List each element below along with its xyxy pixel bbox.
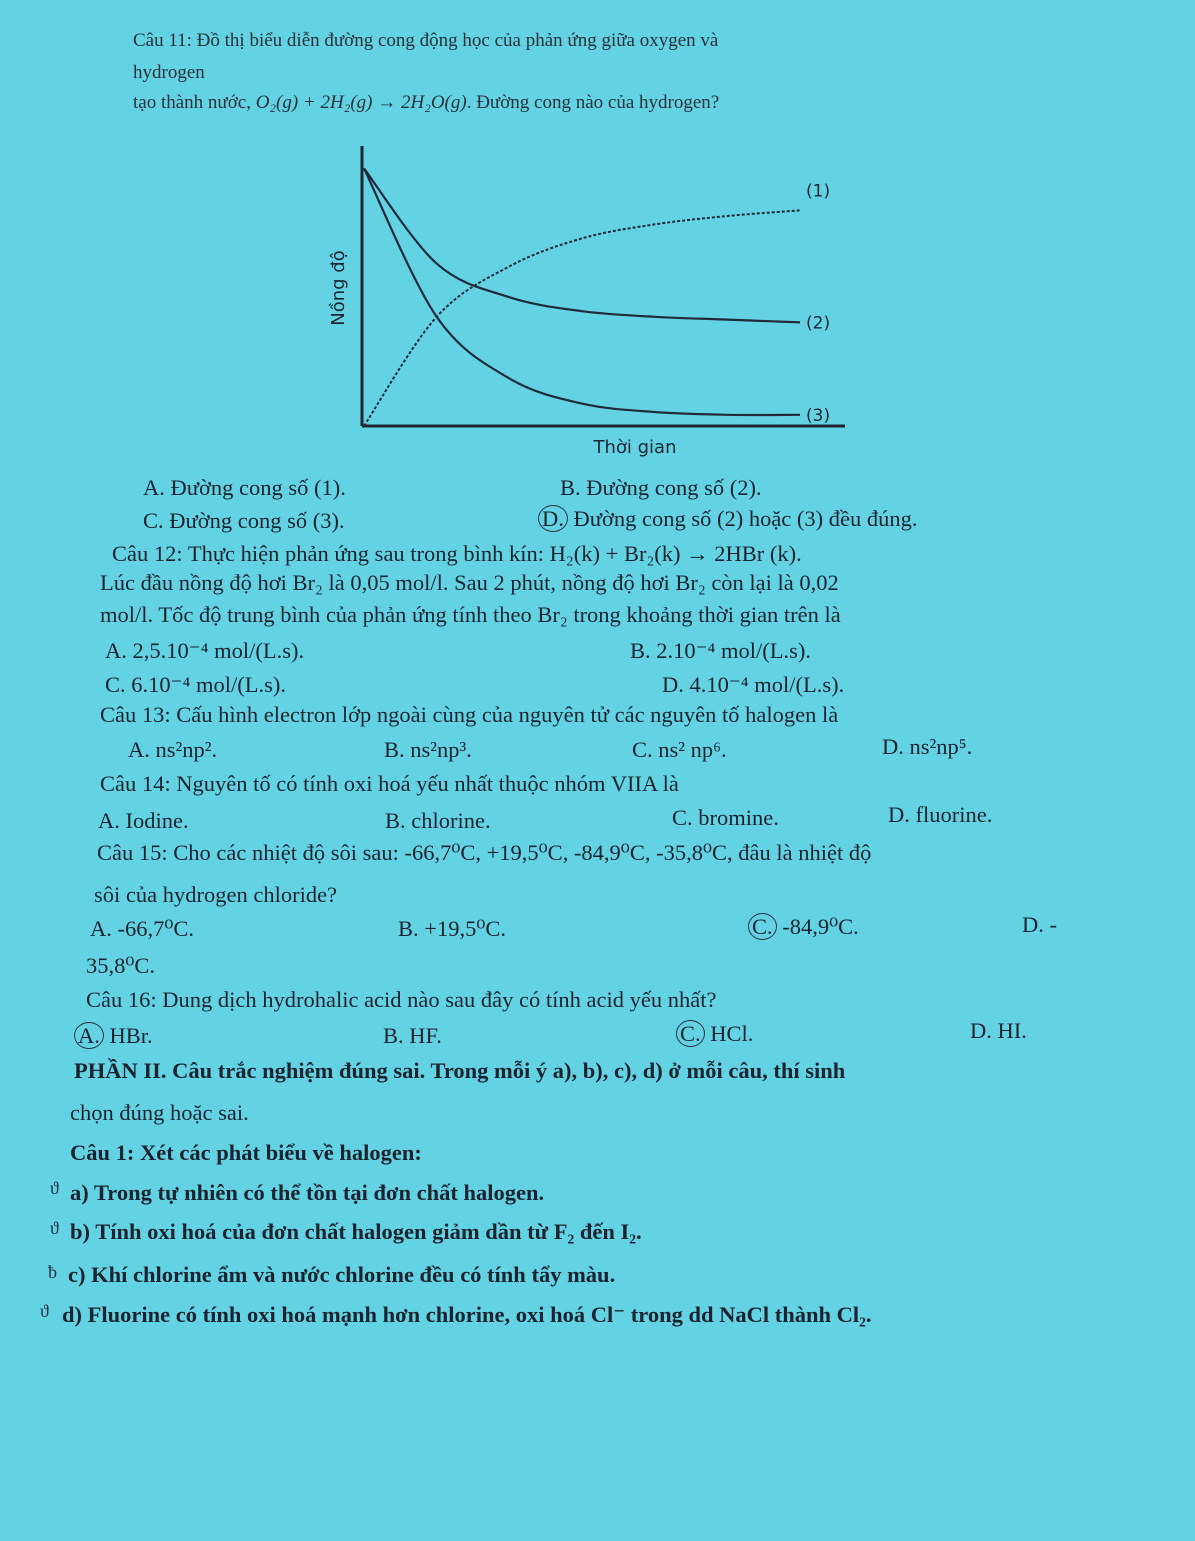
- pen-mark-c: ƀ: [48, 1262, 57, 1282]
- q16-option-d[interactable]: D. HI.: [970, 1018, 1027, 1043]
- pen-mark-b: ϑ: [50, 1218, 59, 1238]
- q12-line1: Câu 12: Thực hiện phản ứng sau trong bình kín: H₂(k) + Br₂(k) → 2HBr (k).: [112, 541, 802, 566]
- q13-option-a[interactable]: A. ns²np².: [128, 737, 218, 762]
- q16-option-b[interactable]: B. HF.: [383, 1023, 442, 1048]
- p2q1-statement-b[interactable]: b) Tính oxi hoá của đơn chất halogen giảm dần từ F₂ đến I₂.: [70, 1219, 642, 1244]
- x-axis-label: Thời gian: [593, 437, 677, 458]
- q11-option-d-letter: D.: [538, 505, 568, 532]
- series-label-3: (3): [806, 405, 831, 426]
- q11-line2: hydrogen: [133, 62, 205, 83]
- q11-option-d-text: Đường cong số (2) hoặc (3) đều đúng.: [567, 506, 918, 531]
- q11-option-b[interactable]: B. Đường cong số (2).: [560, 475, 762, 500]
- q11-line3: [133, 92, 719, 114]
- pen-mark-d: ϑ: [40, 1301, 49, 1321]
- q12-option-a[interactable]: A. 2,5.10⁻⁴ mol/(L.s).: [105, 638, 305, 663]
- q13-option-b[interactable]: B. ns²np³.: [384, 737, 472, 762]
- q14-option-b-text: chlorine.: [405, 808, 491, 833]
- series-line-1: [364, 210, 800, 426]
- q12-option-b[interactable]: B. 2.10⁻⁴ mol/(L.s).: [630, 638, 811, 663]
- q16-option-c[interactable]: [676, 1021, 753, 1047]
- q15-option-a[interactable]: A. -66,7⁰C.: [90, 916, 195, 941]
- q13-option-c[interactable]: C. ns² np⁶.: [632, 737, 727, 762]
- q12-option-d-letter: D.: [662, 672, 684, 697]
- q15-option-d-cont: 35,8⁰C.: [86, 953, 156, 978]
- y-axis-label: Nồng độ: [328, 250, 349, 326]
- part2-heading-line2: chọn đúng hoặc sai.: [70, 1100, 249, 1125]
- q15-line2: sôi của hydrogen chloride?: [94, 882, 338, 907]
- series-layer: [364, 168, 800, 426]
- q14-line1: Câu 14: Nguyên tố có tính oxi hoá yếu nhất thuộc nhóm VIIA là: [100, 771, 679, 796]
- q13-option-d[interactable]: D. ns²np⁵.: [882, 734, 973, 759]
- series-line-2: [364, 168, 800, 322]
- q14-option-c[interactable]: C. bromine.: [672, 805, 779, 830]
- q15-option-c[interactable]: [748, 914, 859, 940]
- q16-option-c-text: HCl.: [704, 1021, 754, 1046]
- q15-option-c-text: -84,9⁰C.: [776, 914, 859, 939]
- p2q1-statement-c[interactable]: c) Khí chlorine ẩm và nước chlorine đều có tính tẩy màu.: [68, 1262, 616, 1287]
- part2-heading-line1: PHẦN II. Câu trắc nghiệm đúng sai. Trong mỗi ý a), b), c), d) ở mỗi câu, thí sinh: [74, 1058, 846, 1083]
- q16-option-a[interactable]: [74, 1023, 153, 1049]
- q11-line3-suffix: . Đường cong nào của hydrogen?: [466, 92, 720, 113]
- series-label-2: (2): [806, 313, 831, 334]
- q12-option-d-text: 4.10⁻⁴ mol/(L.s).: [683, 672, 845, 697]
- q12-option-d[interactable]: [662, 672, 844, 698]
- q14-option-b[interactable]: [385, 808, 491, 834]
- q11-option-a[interactable]: A. Đường cong số (1).: [143, 475, 346, 500]
- q15-option-b[interactable]: B. +19,5⁰C.: [398, 916, 506, 941]
- series-line-3: [364, 168, 800, 415]
- q11-option-d[interactable]: [538, 506, 918, 532]
- q11-line1: Câu 11: Đồ thị biểu diễn đường cong động học của phản ứng giữa oxygen và: [133, 30, 719, 51]
- p2q1-statement-d[interactable]: d) Fluorine có tính oxi hoá mạnh hơn chlorine, oxi hoá Cl⁻ trong dd NaCl thành Cl₂.: [62, 1302, 872, 1327]
- p2q1-line1: Câu 1: Xét các phát biểu về halogen:: [70, 1140, 422, 1165]
- q11-equation: O₂(g) + 2H₂(g) → 2H₂O(g): [255, 92, 467, 113]
- q16-option-a-letter: A.: [74, 1022, 104, 1049]
- q16-line1: Câu 16: Dung dịch hydrohalic acid nào sau đây có tính acid yếu nhất?: [86, 987, 717, 1012]
- q12-line2: Lúc đầu nồng độ hơi Br₂ là 0,05 mol/l. Sau 2 phút, nồng độ hơi Br₂ còn lại là 0,02: [100, 570, 839, 595]
- series-labels: [806, 181, 830, 425]
- q13-line1: Câu 13: Cấu hình electron lớp ngoài cùng của nguyên tử các nguyên tố halogen là: [100, 702, 839, 727]
- q14-option-a[interactable]: A. Iodine.: [98, 808, 189, 833]
- q14-option-b-letter: B.: [385, 808, 406, 833]
- q15-line1: Câu 15: Cho các nhiệt độ sôi sau: -66,7⁰C, +19,5⁰C, -84,9⁰C, -35,8⁰C, đâu là nhiệt độ: [97, 840, 872, 865]
- q16-option-c-letter: C.: [676, 1020, 705, 1047]
- q15-option-d[interactable]: D. -: [1022, 912, 1057, 937]
- series-label-1: (1): [806, 181, 831, 202]
- kinetics-chart: [300, 138, 870, 468]
- q11-option-c[interactable]: C. Đường cong số (3).: [143, 508, 345, 533]
- pen-mark-a: ϑ: [50, 1178, 59, 1198]
- q16-option-a-text: HBr.: [103, 1023, 153, 1048]
- q14-option-d[interactable]: D. fluorine.: [888, 802, 993, 827]
- q11-line3-prefix: tạo thành nước,: [133, 92, 256, 113]
- p2q1-statement-a[interactable]: a) Trong tự nhiên có thể tồn tại đơn chất halogen.: [70, 1180, 545, 1205]
- q12-line3: mol/l. Tốc độ trung bình của phản ứng tính theo Br₂ trong khoảng thời gian trên là: [100, 602, 841, 627]
- q12-option-c[interactable]: C. 6.10⁻⁴ mol/(L.s).: [105, 672, 286, 697]
- q15-option-c-letter: C.: [748, 913, 777, 940]
